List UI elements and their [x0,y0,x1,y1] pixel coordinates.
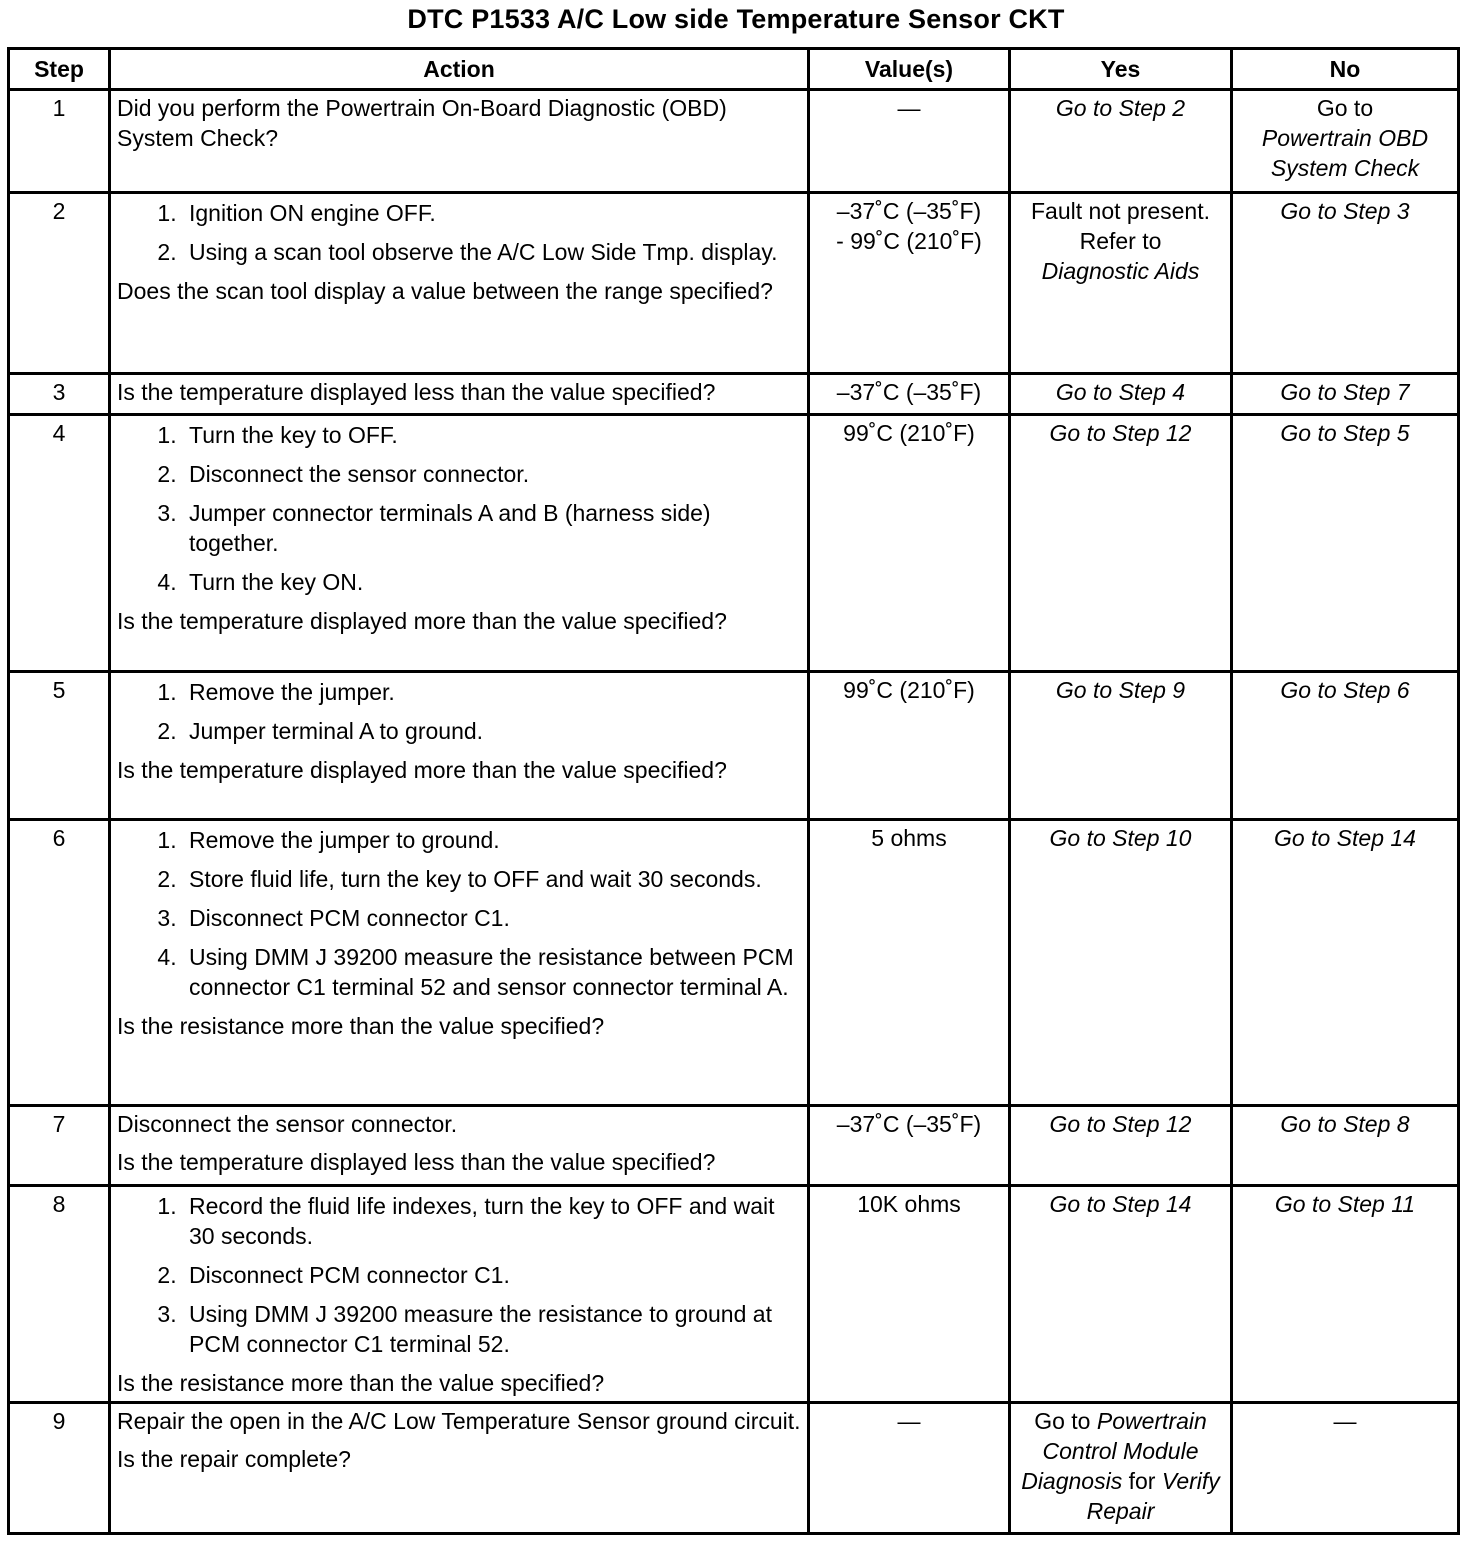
header-step: Step [9,49,110,90]
list-item: 2. Disconnect the sensor connector. [183,459,801,489]
action-cell [110,672,809,820]
list-item: 1. Turn the key to OFF. [183,420,801,450]
table-row [9,820,1459,1106]
yes-link: Powertrain Control Module Diagnosis [1021,1408,1207,1494]
value-cell [809,193,1010,374]
header-values: Value(s) [809,49,1010,90]
value-cell: 99˚C (210˚F) [809,672,1010,820]
no-cell: Go to Step 7 [1232,374,1459,415]
step-number: 7 [9,1106,110,1186]
list-item: 4. Turn the key ON. [183,567,801,597]
table-row [9,90,1459,193]
action-question: Is the repair complete? [117,1446,351,1472]
yes-cell: Go to Step 14 [1010,1186,1232,1403]
action-cell [110,90,809,193]
value-cell: –37˚C (–35˚F) [809,1106,1010,1186]
list-item: 2. Store fluid life, turn the key to OFF and wait 30 seconds. [183,864,801,894]
action-question: Did you perform the Powertrain On-Board Diagnostic (OBD) System Check? [117,95,727,151]
list-item: 1. Record the fluid life indexes, turn the key to OFF and wait 30 seconds. [183,1191,801,1251]
header-action: Action [110,49,809,90]
header-row [9,49,1459,90]
step-number: 5 [9,672,110,820]
yes-line: Fault not present. [1031,198,1210,224]
no-cell: Go to Step 8 [1232,1106,1459,1186]
list-item: 2. Using a scan tool observe the A/C Low Side Tmp. display. [183,237,801,267]
action-question: Is the temperature displayed less than the value specified? [117,379,716,405]
yes-link: Diagnostic Aids [1041,258,1200,284]
step-number: 9 [9,1403,110,1534]
table-row [9,415,1459,672]
list-item: 3. Jumper connector terminals A and B (harness side) together. [183,498,801,558]
action-cell [110,374,809,415]
step-number: 3 [9,374,110,415]
action-cell [110,820,809,1106]
yes-cell: Go to Step 12 [1010,1106,1232,1186]
no-prefix: Go to [1316,95,1374,121]
value-cell: –37˚C (–35˚F) [809,374,1010,415]
table-row [9,193,1459,374]
yes-cell: Go to Step 2 [1010,90,1232,193]
yes-mid: for [1128,1468,1156,1494]
list-item: 2. Disconnect PCM connector C1. [183,1260,801,1290]
action-question: Is the resistance more than the value specified? [117,1370,605,1396]
step-number: 1 [9,90,110,193]
action-cell [110,1106,809,1186]
no-cell: Go to Step 11 [1232,1186,1459,1403]
value-cell: — [809,1403,1010,1534]
table-row [9,1186,1459,1403]
action-cell [110,1186,809,1403]
header-no: No [1232,49,1459,90]
list-item: 1. Remove the jumper. [183,677,801,707]
action-intro: Disconnect the sensor connector. [117,1111,458,1137]
yes-line: Refer to [1079,228,1162,254]
diagnostic-table [7,47,1460,1535]
value-cell: 99˚C (210˚F) [809,415,1010,672]
value-line: –37˚C (–35˚F) [836,198,982,224]
table-row [9,374,1459,415]
value-line: - 99˚C (210˚F) [836,228,982,254]
no-cell: — [1232,1403,1459,1534]
yes-cell [1010,1403,1232,1534]
value-cell: 10K ohms [809,1186,1010,1403]
step-number: 2 [9,193,110,374]
list-item: 3. Using DMM J 39200 measure the resistance to ground at PCM connector C1 terminal 52. [183,1299,801,1359]
no-link: Powertrain OBD System Check [1261,125,1429,181]
action-list [117,198,801,267]
action-question: Is the temperature displayed less than the value specified? [117,1149,716,1175]
action-list [117,1191,801,1359]
yes-cell: Go to Step 10 [1010,820,1232,1106]
action-list [117,420,801,597]
yes-line [1017,1406,1224,1526]
yes-cell [1010,193,1232,374]
action-question: Does the scan tool display a value between the range specified? [117,278,773,304]
list-item: 1. Ignition ON engine OFF. [183,198,801,228]
no-cell: Go to Step 3 [1232,193,1459,374]
action-intro: Repair the open in the A/C Low Temperature Sensor ground circuit. [117,1408,801,1434]
action-cell [110,1403,809,1534]
value-cell: 5 ohms [809,820,1010,1106]
action-cell [110,193,809,374]
action-list [117,677,801,746]
document-title: DTC P1533 A/C Low side Temperature Sensor CKT [407,4,1065,34]
action-question: Is the temperature displayed more than the value specified? [117,608,727,634]
step-number: 6 [9,820,110,1106]
action-question: Is the temperature displayed more than the value specified? [117,757,727,783]
action-question: Is the resistance more than the value specified? [117,1013,605,1039]
list-item: 3. Disconnect PCM connector C1. [183,903,801,933]
no-cell: Go to Step 6 [1232,672,1459,820]
no-cell [1232,90,1459,193]
table-row [9,1106,1459,1186]
header-yes: Yes [1010,49,1232,90]
action-list [117,825,801,1002]
yes-cell: Go to Step 12 [1010,415,1232,672]
list-item: 2. Jumper terminal A to ground. [183,716,801,746]
table-row [9,1403,1459,1534]
yes-prefix: Go to [1034,1408,1091,1434]
list-item: 1. Remove the jumper to ground. [183,825,801,855]
list-item: 4. Using DMM J 39200 measure the resistance between PCM connector C1 terminal 52 and sensor connector terminal A. [183,942,801,1002]
yes-cell: Go to Step 9 [1010,672,1232,820]
step-number: 8 [9,1186,110,1403]
yes-cell: Go to Step 4 [1010,374,1232,415]
action-cell [110,415,809,672]
step-number: 4 [9,415,110,672]
table-row [9,672,1459,820]
yes-link: Verify Repair [1086,1468,1220,1524]
value-cell: — [809,90,1010,193]
no-cell: Go to Step 14 [1232,820,1459,1106]
no-cell: Go to Step 5 [1232,415,1459,672]
